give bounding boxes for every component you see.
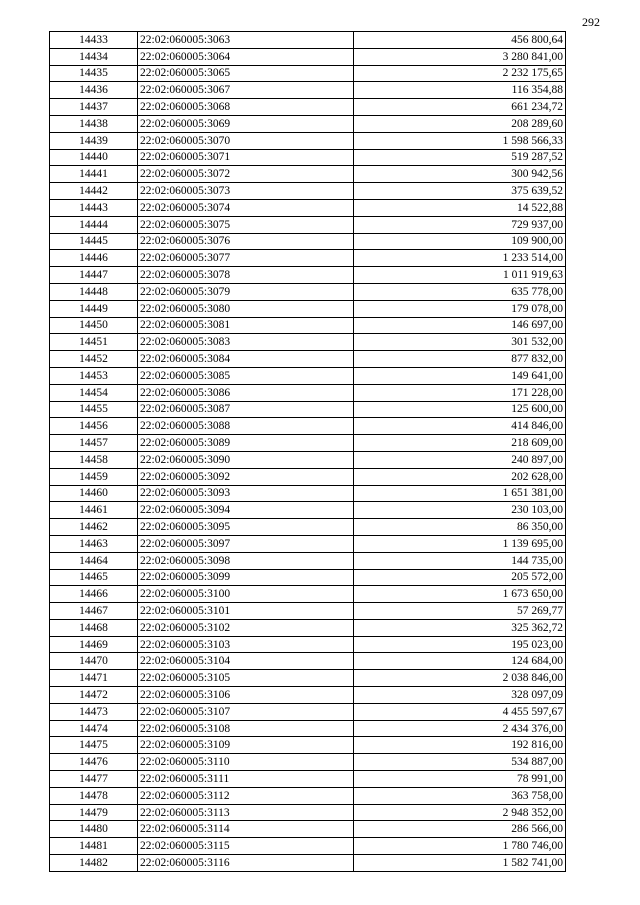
cadastral-value-cell: 1 780 746,00: [354, 838, 566, 855]
cadastral-value-cell: 149 641,00: [354, 367, 566, 384]
page-number: 292: [582, 15, 600, 29]
row-number-cell: 14433: [50, 32, 138, 49]
row-number-cell: 14476: [50, 754, 138, 771]
cadastral-number-cell: 22:02:060005:3106: [138, 687, 354, 704]
cadastral-number-cell: 22:02:060005:3069: [138, 115, 354, 132]
cadastral-number-cell: 22:02:060005:3086: [138, 384, 354, 401]
cadastral-number-cell: 22:02:060005:3073: [138, 183, 354, 200]
table-row: [50, 351, 566, 368]
cadastral-value-cell: 86 350,00: [354, 519, 566, 536]
cadastral-number-cell: 22:02:060005:3075: [138, 216, 354, 233]
table-row: [50, 384, 566, 401]
cadastral-number-cell: 22:02:060005:3097: [138, 535, 354, 552]
cadastral-value-cell: 1 139 695,00: [354, 535, 566, 552]
table-row: [50, 787, 566, 804]
cadastral-number-cell: 22:02:060005:3109: [138, 737, 354, 754]
cadastral-value-cell: 325 362,72: [354, 619, 566, 636]
row-number-cell: 14469: [50, 636, 138, 653]
row-number-cell: 14477: [50, 771, 138, 788]
table-row: [50, 233, 566, 250]
cadastral-number-cell: 22:02:060005:3072: [138, 166, 354, 183]
row-number-cell: 14438: [50, 115, 138, 132]
row-number-cell: 14439: [50, 132, 138, 149]
table-row: [50, 32, 566, 49]
cadastral-value-cell: 125 600,00: [354, 401, 566, 418]
cadastral-value-cell: 208 289,60: [354, 115, 566, 132]
table-row: [50, 334, 566, 351]
cadastral-value-cell: 1 011 919,63: [354, 267, 566, 284]
cadastral-value-cell: 2 948 352,00: [354, 804, 566, 821]
cadastral-value-cell: 124 684,00: [354, 653, 566, 670]
table-row: [50, 804, 566, 821]
cadastral-value-cell: 519 287,52: [354, 149, 566, 166]
cadastral-number-cell: 22:02:060005:3094: [138, 502, 354, 519]
cadastral-value-cell: 218 609,00: [354, 435, 566, 452]
table-row: [50, 703, 566, 720]
table-row: [50, 603, 566, 620]
row-number-cell: 14463: [50, 535, 138, 552]
cadastral-value-cell: 2 434 376,00: [354, 720, 566, 737]
cadastral-number-cell: 22:02:060005:3104: [138, 653, 354, 670]
cadastral-value-cell: 179 078,00: [354, 300, 566, 317]
cadastral-value-cell: 192 816,00: [354, 737, 566, 754]
row-number-cell: 14482: [50, 855, 138, 872]
cadastral-number-cell: 22:02:060005:3107: [138, 703, 354, 720]
table-row: [50, 519, 566, 536]
cadastral-value-cell: 14 522,88: [354, 199, 566, 216]
cadastral-number-cell: 22:02:060005:3090: [138, 451, 354, 468]
table-row: [50, 451, 566, 468]
row-number-cell: 14471: [50, 670, 138, 687]
cadastral-value-cell: 286 566,00: [354, 821, 566, 838]
row-number-cell: 14480: [50, 821, 138, 838]
table-row: [50, 435, 566, 452]
cadastral-number-cell: 22:02:060005:3083: [138, 334, 354, 351]
cadastral-number-cell: 22:02:060005:3087: [138, 401, 354, 418]
cadastral-number-cell: 22:02:060005:3074: [138, 199, 354, 216]
cadastral-number-cell: 22:02:060005:3103: [138, 636, 354, 653]
cadastral-number-cell: 22:02:060005:3078: [138, 267, 354, 284]
cadastral-number-cell: 22:02:060005:3101: [138, 603, 354, 620]
cadastral-number-cell: 22:02:060005:3079: [138, 283, 354, 300]
table-row: [50, 687, 566, 704]
cadastral-value-cell: 78 991,00: [354, 771, 566, 788]
cadastral-number-cell: 22:02:060005:3105: [138, 670, 354, 687]
cadastral-number-cell: 22:02:060005:3102: [138, 619, 354, 636]
cadastral-value-cell: 661 234,72: [354, 99, 566, 116]
cadastral-value-cell: 375 639,52: [354, 183, 566, 200]
cadastral-value-cell: 729 937,00: [354, 216, 566, 233]
cadastral-value-cell: 300 942,56: [354, 166, 566, 183]
table-row: [50, 99, 566, 116]
cadastral-number-cell: 22:02:060005:3115: [138, 838, 354, 855]
cadastral-number-cell: 22:02:060005:3068: [138, 99, 354, 116]
table-row: [50, 838, 566, 855]
cadastral-number-cell: 22:02:060005:3070: [138, 132, 354, 149]
cadastral-value-cell: 301 532,00: [354, 334, 566, 351]
cadastral-number-cell: 22:02:060005:3088: [138, 418, 354, 435]
table-row: [50, 199, 566, 216]
cadastral-number-cell: 22:02:060005:3080: [138, 300, 354, 317]
table-row: [50, 300, 566, 317]
cadastral-value-cell: 877 832,00: [354, 351, 566, 368]
table-body: [50, 32, 566, 872]
row-number-cell: 14436: [50, 82, 138, 99]
row-number-cell: 14466: [50, 586, 138, 603]
table-row: [50, 401, 566, 418]
cadastral-number-cell: 22:02:060005:3077: [138, 250, 354, 267]
row-number-cell: 14441: [50, 166, 138, 183]
table-row: [50, 468, 566, 485]
table-row: [50, 619, 566, 636]
row-number-cell: 14468: [50, 619, 138, 636]
row-number-cell: 14475: [50, 737, 138, 754]
table-row: [50, 250, 566, 267]
cadastral-number-cell: 22:02:060005:3092: [138, 468, 354, 485]
cadastral-number-cell: 22:02:060005:3065: [138, 65, 354, 82]
table-row: [50, 82, 566, 99]
row-number-cell: 14450: [50, 317, 138, 334]
cadastral-value-cell: 3 280 841,00: [354, 48, 566, 65]
cadastral-value-cell: 171 228,00: [354, 384, 566, 401]
cadastral-number-cell: 22:02:060005:3110: [138, 754, 354, 771]
table-row: [50, 166, 566, 183]
cadastral-number-cell: 22:02:060005:3085: [138, 367, 354, 384]
table-row: [50, 283, 566, 300]
cadastral-value-cell: 116 354,88: [354, 82, 566, 99]
row-number-cell: 14460: [50, 485, 138, 502]
row-number-cell: 14448: [50, 283, 138, 300]
row-number-cell: 14474: [50, 720, 138, 737]
cadastral-value-cell: 456 800,64: [354, 32, 566, 49]
cadastral-number-cell: 22:02:060005:3099: [138, 569, 354, 586]
table-row: [50, 216, 566, 233]
row-number-cell: 14443: [50, 199, 138, 216]
table-row: [50, 720, 566, 737]
table-row: [50, 552, 566, 569]
row-number-cell: 14457: [50, 435, 138, 452]
cadastral-number-cell: 22:02:060005:3116: [138, 855, 354, 872]
table-row: [50, 737, 566, 754]
cadastral-value-cell: 144 735,00: [354, 552, 566, 569]
row-number-cell: 14440: [50, 149, 138, 166]
table-row: [50, 670, 566, 687]
row-number-cell: 14464: [50, 552, 138, 569]
cadastral-number-cell: 22:02:060005:3114: [138, 821, 354, 838]
row-number-cell: 14451: [50, 334, 138, 351]
table-row: [50, 183, 566, 200]
cadastral-value-table: [49, 31, 566, 872]
row-number-cell: 14449: [50, 300, 138, 317]
cadastral-value-cell: 202 628,00: [354, 468, 566, 485]
cadastral-value-cell: 230 103,00: [354, 502, 566, 519]
cadastral-number-cell: 22:02:060005:3081: [138, 317, 354, 334]
row-number-cell: 14467: [50, 603, 138, 620]
cadastral-value-cell: 1 673 650,00: [354, 586, 566, 603]
row-number-cell: 14481: [50, 838, 138, 855]
row-number-cell: 14446: [50, 250, 138, 267]
table-row: [50, 754, 566, 771]
cadastral-value-cell: 635 778,00: [354, 283, 566, 300]
row-number-cell: 14434: [50, 48, 138, 65]
table-row: [50, 485, 566, 502]
row-number-cell: 14473: [50, 703, 138, 720]
cadastral-value-cell: 2 038 846,00: [354, 670, 566, 687]
cadastral-number-cell: 22:02:060005:3108: [138, 720, 354, 737]
cadastral-number-cell: 22:02:060005:3093: [138, 485, 354, 502]
table-row: [50, 48, 566, 65]
cadastral-value-cell: 1 233 514,00: [354, 250, 566, 267]
row-number-cell: 14458: [50, 451, 138, 468]
cadastral-number-cell: 22:02:060005:3100: [138, 586, 354, 603]
cadastral-number-cell: 22:02:060005:3095: [138, 519, 354, 536]
row-number-cell: 14461: [50, 502, 138, 519]
table-row: [50, 65, 566, 82]
row-number-cell: 14462: [50, 519, 138, 536]
cadastral-number-cell: 22:02:060005:3113: [138, 804, 354, 821]
table-row: [50, 636, 566, 653]
row-number-cell: 14453: [50, 367, 138, 384]
cadastral-value-cell: 363 758,00: [354, 787, 566, 804]
row-number-cell: 14442: [50, 183, 138, 200]
cadastral-number-cell: 22:02:060005:3084: [138, 351, 354, 368]
cadastral-value-cell: 328 097,09: [354, 687, 566, 704]
cadastral-value-cell: 414 846,00: [354, 418, 566, 435]
table-row: [50, 149, 566, 166]
cadastral-number-cell: 22:02:060005:3089: [138, 435, 354, 452]
cadastral-value-cell: 195 023,00: [354, 636, 566, 653]
row-number-cell: 14447: [50, 267, 138, 284]
row-number-cell: 14472: [50, 687, 138, 704]
cadastral-value-cell: 109 900,00: [354, 233, 566, 250]
row-number-cell: 14445: [50, 233, 138, 250]
cadastral-number-cell: 22:02:060005:3064: [138, 48, 354, 65]
table-row: [50, 367, 566, 384]
row-number-cell: 14470: [50, 653, 138, 670]
cadastral-value-cell: 1 582 741,00: [354, 855, 566, 872]
row-number-cell: 14456: [50, 418, 138, 435]
table-row: [50, 115, 566, 132]
cadastral-number-cell: 22:02:060005:3071: [138, 149, 354, 166]
table-row: [50, 821, 566, 838]
row-number-cell: 14459: [50, 468, 138, 485]
table-row: [50, 653, 566, 670]
cadastral-number-cell: 22:02:060005:3098: [138, 552, 354, 569]
cadastral-number-cell: 22:02:060005:3112: [138, 787, 354, 804]
table-row: [50, 317, 566, 334]
cadastral-number-cell: 22:02:060005:3076: [138, 233, 354, 250]
row-number-cell: 14452: [50, 351, 138, 368]
cadastral-number-cell: 22:02:060005:3111: [138, 771, 354, 788]
table-row: [50, 267, 566, 284]
row-number-cell: 14465: [50, 569, 138, 586]
row-number-cell: 14435: [50, 65, 138, 82]
table-row: [50, 771, 566, 788]
cadastral-value-cell: 534 887,00: [354, 754, 566, 771]
cadastral-value-cell: 1 651 381,00: [354, 485, 566, 502]
cadastral-value-cell: 240 897,00: [354, 451, 566, 468]
table-row: [50, 502, 566, 519]
cadastral-number-cell: 22:02:060005:3067: [138, 82, 354, 99]
row-number-cell: 14444: [50, 216, 138, 233]
table-row: [50, 855, 566, 872]
cadastral-number-cell: 22:02:060005:3063: [138, 32, 354, 49]
cadastral-value-cell: 4 455 597,67: [354, 703, 566, 720]
row-number-cell: 14454: [50, 384, 138, 401]
row-number-cell: 14479: [50, 804, 138, 821]
row-number-cell: 14478: [50, 787, 138, 804]
table-row: [50, 418, 566, 435]
cadastral-value-cell: 205 572,00: [354, 569, 566, 586]
cadastral-value-cell: 57 269,77: [354, 603, 566, 620]
table-row: [50, 586, 566, 603]
row-number-cell: 14455: [50, 401, 138, 418]
cadastral-value-cell: 2 232 175,65: [354, 65, 566, 82]
table-row: [50, 569, 566, 586]
row-number-cell: 14437: [50, 99, 138, 116]
table-row: [50, 535, 566, 552]
cadastral-value-cell: 1 598 566,33: [354, 132, 566, 149]
table-row: [50, 132, 566, 149]
cadastral-value-cell: 146 697,00: [354, 317, 566, 334]
